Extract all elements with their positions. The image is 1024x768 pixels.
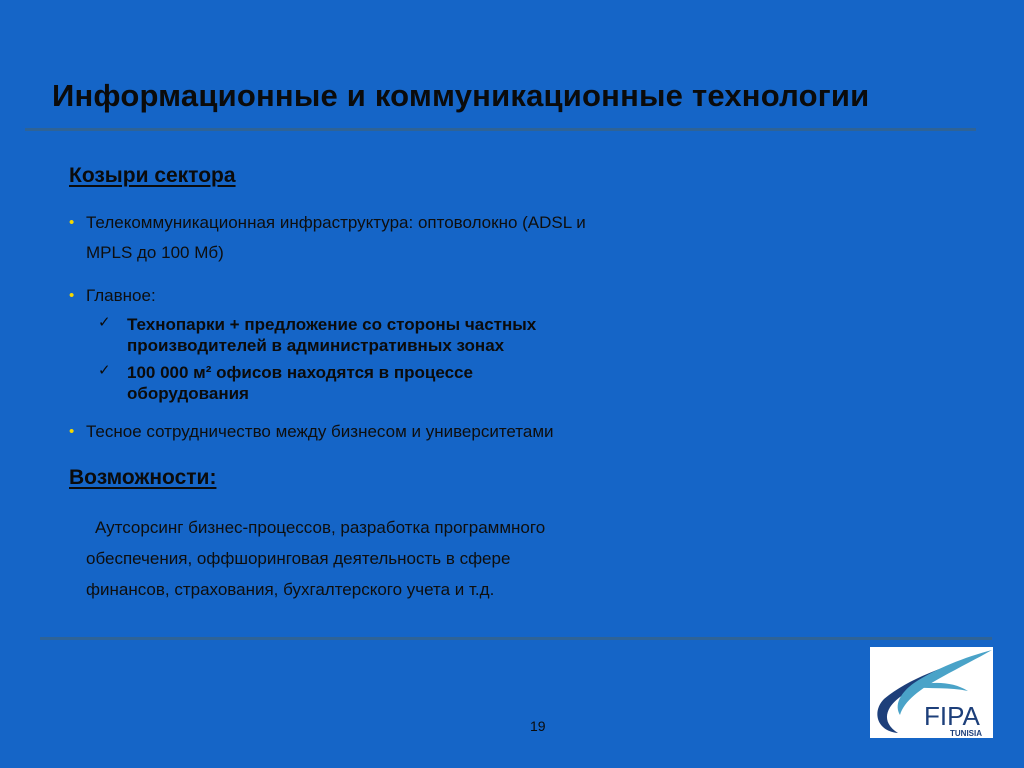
checkmark-icon: ✓ bbox=[98, 362, 111, 379]
bullet-infrastructure-line1: Телекоммуникационная инфраструктура: оптоволокно (ADSL и bbox=[86, 213, 586, 232]
check-item-line2: производителей в административных зонах bbox=[127, 336, 505, 355]
bullet-dot-icon: • bbox=[69, 287, 75, 304]
checkmark-icon: ✓ bbox=[98, 314, 111, 331]
check-item-line2: оборудования bbox=[127, 384, 249, 403]
advantages-heading: Козыри сектора bbox=[69, 164, 236, 187]
opportunities-paragraph bbox=[86, 512, 646, 605]
check-item-technoparks bbox=[98, 314, 536, 356]
logo-sub: TUNISIA bbox=[950, 729, 982, 738]
check-item-offices bbox=[98, 362, 473, 404]
footer-divider bbox=[40, 637, 992, 640]
bullet-infrastructure bbox=[69, 208, 586, 268]
opportunities-line3: финансов, страхования, бухгалтерского учета и т.д. bbox=[86, 580, 495, 599]
opportunities-line1: Аутсорсинг бизнес-процессов, разработка программного bbox=[95, 518, 546, 537]
page-number: 19 bbox=[530, 718, 546, 734]
opportunities-line2: обеспечения, оффшоринговая деятельность в сфере bbox=[86, 549, 511, 568]
bullet-infrastructure-line2: MPLS до 100 Мб) bbox=[86, 243, 224, 262]
check-item-line1: Технопарки + предложение со стороны частных bbox=[127, 315, 537, 334]
fipa-logo bbox=[870, 647, 993, 738]
bullet-cooperation-text: Тесное сотрудничество между бизнесом и университетами bbox=[86, 422, 554, 441]
fipa-swoosh-icon bbox=[870, 647, 993, 738]
title-divider bbox=[25, 128, 976, 131]
logo-name: FIPA bbox=[924, 701, 980, 731]
bullet-dot-icon: • bbox=[69, 214, 75, 231]
check-item-line1: 100 000 м² офисов находятся в процессе bbox=[127, 363, 473, 382]
slide-title: Информационные и коммуникационные технологии bbox=[52, 78, 870, 113]
opportunities-heading: Возможности: bbox=[69, 466, 217, 489]
bullet-cooperation bbox=[69, 417, 554, 447]
bullet-dot-icon: • bbox=[69, 423, 75, 440]
bullet-main-label: Главное: bbox=[86, 286, 156, 305]
bullet-main bbox=[69, 281, 156, 311]
